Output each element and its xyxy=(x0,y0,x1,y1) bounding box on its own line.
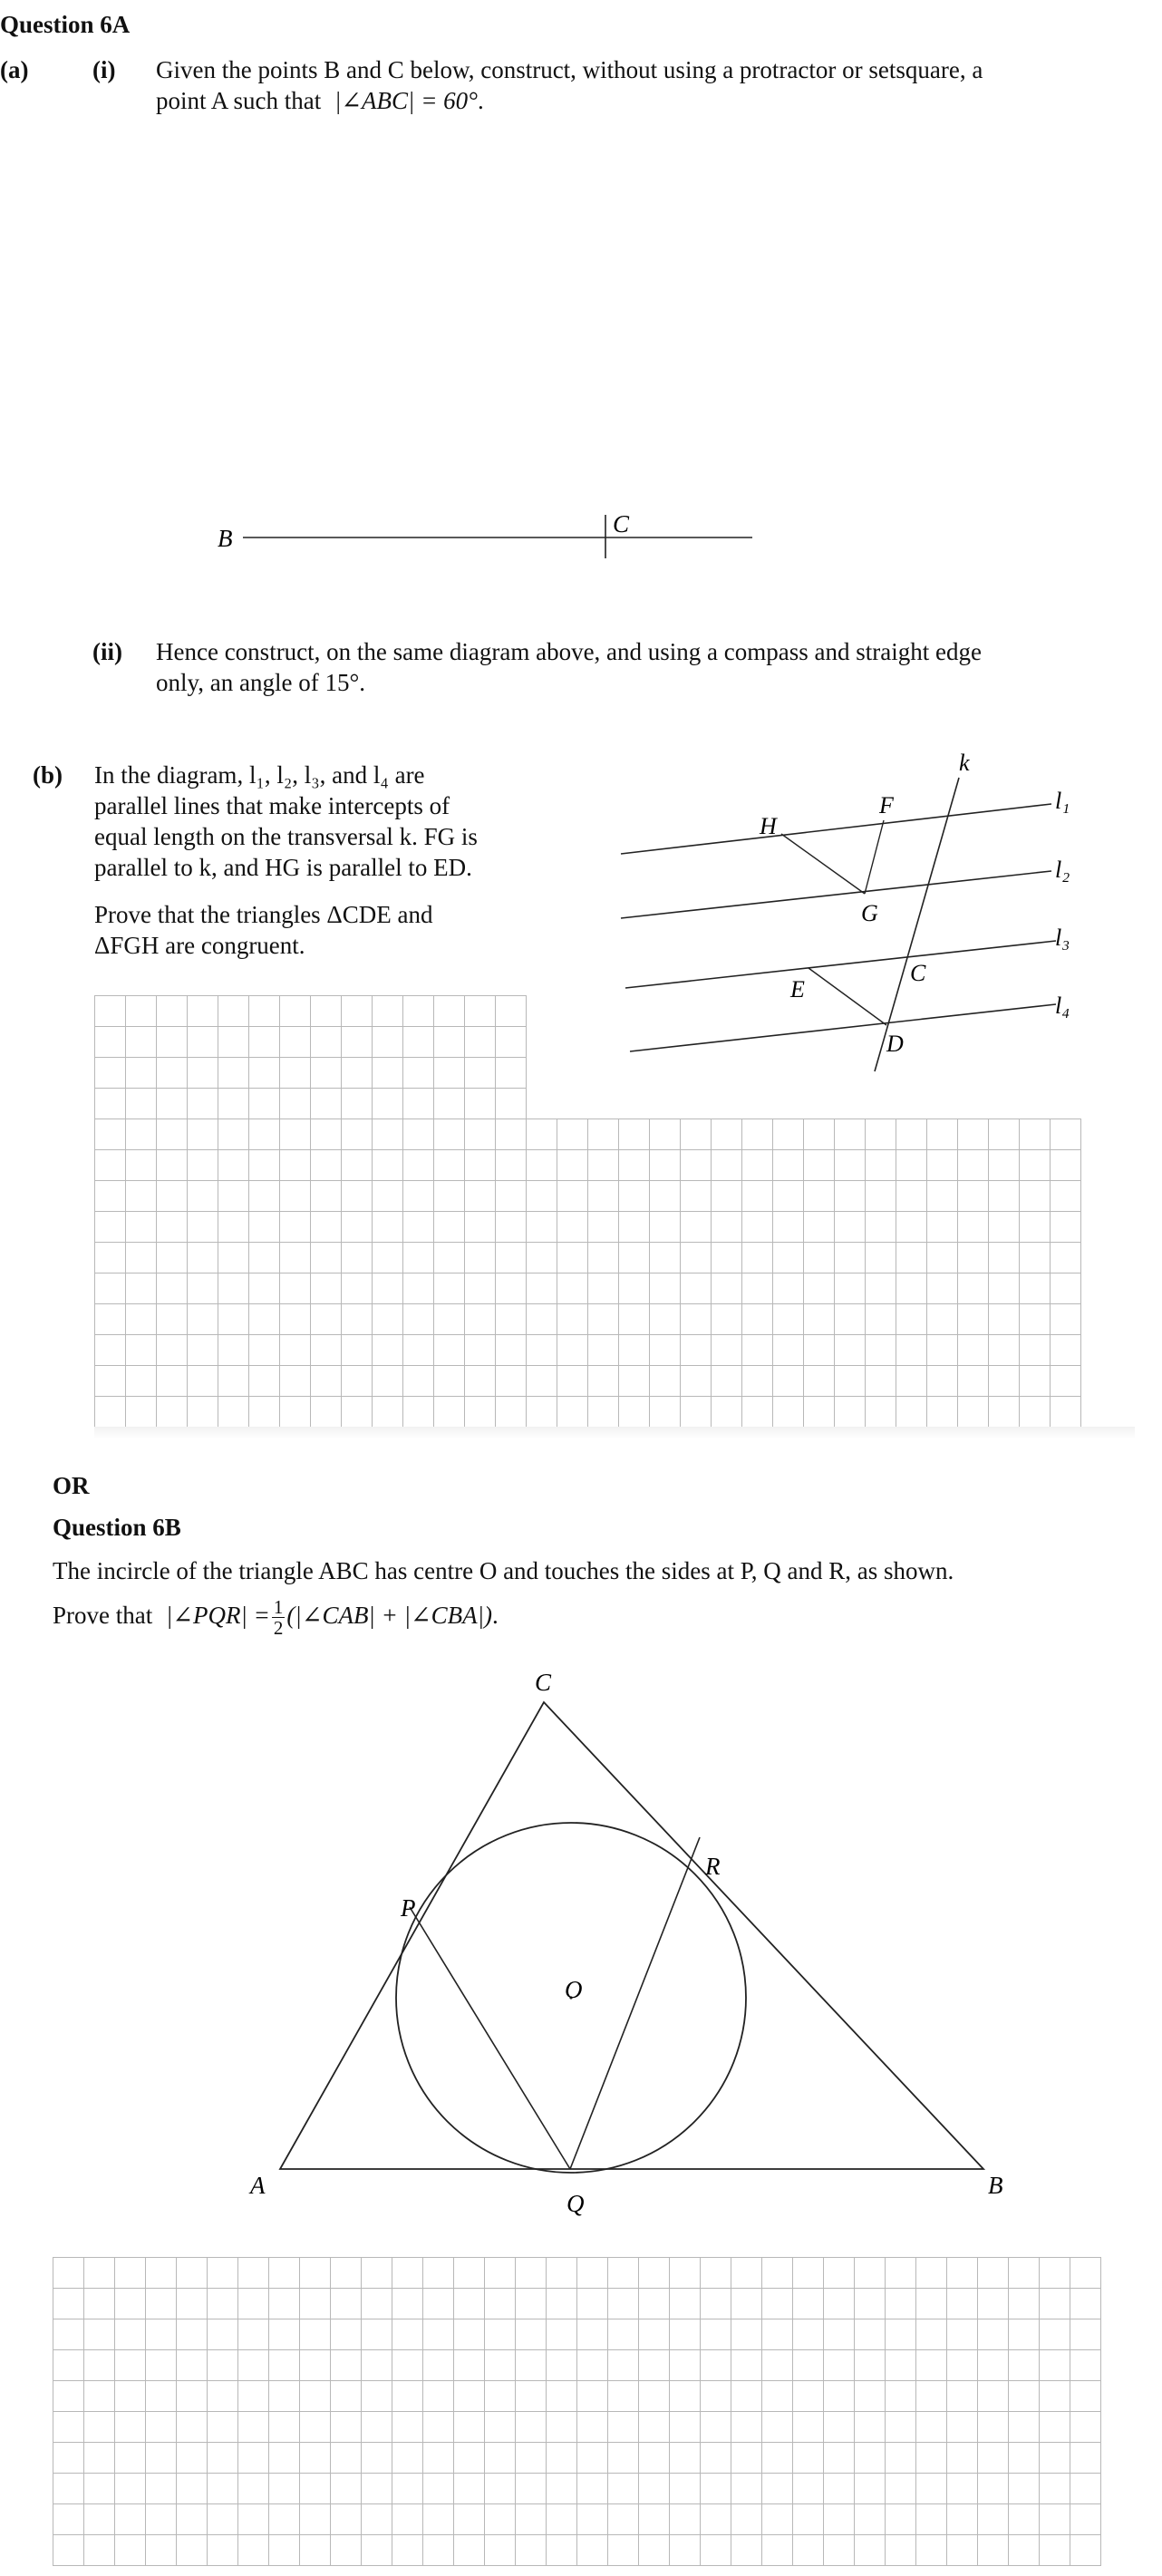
label-d: D xyxy=(886,1031,904,1057)
grid-shadow xyxy=(94,1427,1135,1439)
angle-abc-formula: |∠ABC| = 60° xyxy=(334,87,478,114)
part-a-i-label: (i) xyxy=(92,56,116,83)
label-k: k xyxy=(959,750,970,776)
part-b-text-line4: parallel to k, and HG is parallel to ED. xyxy=(94,854,472,881)
label-l2: l₂ xyxy=(1055,857,1070,883)
label-b: B xyxy=(988,2172,1003,2199)
fraction-denominator: 2 xyxy=(273,1617,284,1640)
label-f: F xyxy=(879,792,894,818)
construction-line-diagram xyxy=(0,489,816,571)
part-b-prove-line1: Prove that the triangles ΔCDE and xyxy=(94,901,433,928)
answer-grid-6a-main[interactable] xyxy=(94,1119,1081,1428)
or-label: OR xyxy=(53,1472,90,1499)
question-6a-title: Question 6A xyxy=(0,11,131,38)
fraction-numerator: 1 xyxy=(273,1596,284,1619)
part-b-label: (b) xyxy=(33,761,63,789)
segment-fg xyxy=(865,820,884,894)
part-b-text-line2: parallel lines that make intercepts of xyxy=(94,792,450,819)
part-a-ii-text-line1: Hence construct, on the same diagram above, and using a compass and straight edge xyxy=(156,638,982,665)
answer-grid-6b[interactable] xyxy=(53,2257,1101,2566)
question-6b-text-line1: The incircle of the triangle ABC has centre O and touches the sides at P, Q and R, as shown. xyxy=(53,1557,954,1584)
part-a-i-text-line1: Given the points B and C below, construct, without using a protractor or setsquare, a xyxy=(156,56,983,83)
prove-suffix: . xyxy=(492,1602,499,1629)
part-b-text-line3: equal length on the transversal k. FG is xyxy=(94,823,478,850)
part-a-ii-label: (ii) xyxy=(92,638,122,665)
label-p: P xyxy=(401,1894,416,1922)
label-l1: l₁ xyxy=(1055,788,1070,814)
incircle-triangle-diagram xyxy=(218,1668,1033,2230)
part-a-i-prefix: point A such that xyxy=(156,87,322,114)
label-c: C xyxy=(910,960,926,986)
label-o: O xyxy=(565,1976,583,2003)
label-q: Q xyxy=(566,2190,585,2217)
prove-prefix: Prove that xyxy=(53,1602,153,1629)
part-a-ii-text-line2: only, an angle of 15°. xyxy=(156,669,365,696)
label-e: E xyxy=(790,976,805,1002)
label-g: G xyxy=(861,900,878,926)
part-b-prove-line2: ΔFGH are congruent. xyxy=(94,932,305,959)
parallel-lines-diagram xyxy=(598,743,1106,1088)
question-6b-title: Question 6B xyxy=(53,1514,181,1541)
segment-ed xyxy=(809,968,886,1025)
label-l3: l₃ xyxy=(1055,925,1070,951)
point-b-label: B xyxy=(218,525,233,552)
triangle-abc xyxy=(280,1702,983,2169)
point-c-label: C xyxy=(613,510,630,537)
segment-pq xyxy=(410,1907,570,2169)
label-l4: l₄ xyxy=(1055,993,1070,1019)
segment-hg xyxy=(781,834,865,894)
label-h: H xyxy=(760,813,777,839)
fraction-one-half xyxy=(272,1597,286,1638)
formula-left: |∠PQR| = xyxy=(165,1602,270,1629)
part-a-i-text-line2 xyxy=(156,85,484,117)
label-c: C xyxy=(535,1669,552,1696)
transversal-k xyxy=(875,778,959,1071)
question-6b-prove-line xyxy=(53,1588,499,1642)
line-l2 xyxy=(621,871,1051,918)
label-a: A xyxy=(250,2172,266,2199)
formula-right: (|∠CAB| + |∠CBA|) xyxy=(286,1602,493,1629)
part-b-text-line1: In the diagram, l₁, l₂, l₃, and l₄ are xyxy=(94,761,425,789)
segment-rq xyxy=(570,1837,700,2169)
part-a-label: (a) xyxy=(0,56,29,83)
line-l3 xyxy=(625,941,1056,988)
answer-grid-6a-top[interactable] xyxy=(94,995,527,1119)
label-r: R xyxy=(705,1853,721,1880)
line-l1 xyxy=(621,804,1051,854)
line-l4 xyxy=(630,1004,1056,1051)
part-a-i-suffix: . xyxy=(477,87,484,114)
